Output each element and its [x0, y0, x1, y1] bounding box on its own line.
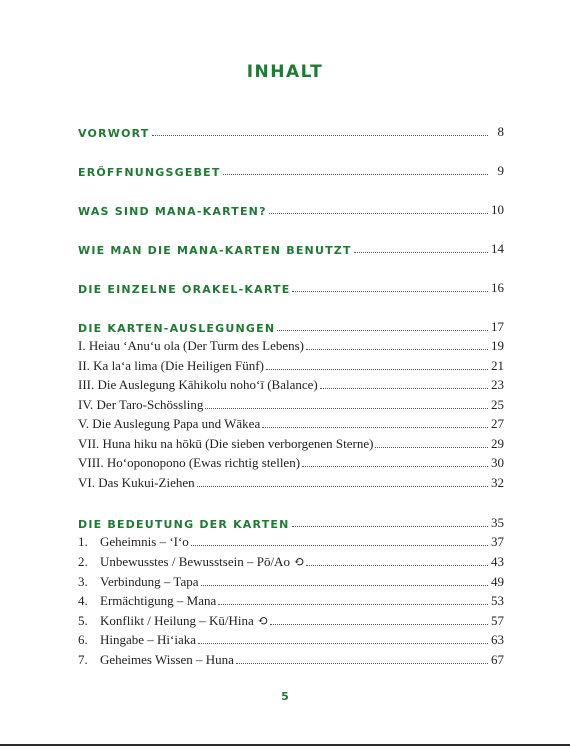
toc-entry-wie-man-benutzt[interactable]	[78, 239, 504, 257]
card-title: Konflikt / Heilung – Kū/Hina ⟲	[100, 613, 268, 628]
toc-subentry-ka-laa-lima[interactable]	[78, 356, 504, 374]
toc-subentry-hooponopono[interactable]	[78, 453, 504, 471]
toc-entry-einzelne-orakel-karte[interactable]	[78, 278, 504, 296]
toc-card-entry-4[interactable]	[78, 591, 504, 609]
dot-leader	[191, 539, 488, 546]
card-title: Geheimes Wissen – Huna	[100, 652, 234, 667]
card-title: Hingabe – Hiʻiaka	[100, 632, 197, 647]
toc-entry-title: WIE MAN DIE MANA-KARTEN BENUTZT	[78, 244, 352, 257]
toc-subentry-heiau[interactable]	[78, 336, 504, 354]
toc-entry-title: VI. Das Kukui-Ziehen	[78, 475, 195, 490]
toc-entry-title	[78, 632, 196, 648]
dot-leader	[269, 207, 488, 214]
dot-leader	[197, 480, 488, 487]
toc-entry-title: VIII. Hoʻoponopono (Ewas richtig stellen)	[78, 455, 301, 470]
toc-page-number: 19	[491, 338, 504, 353]
toc-page-number: 43	[491, 554, 504, 569]
toc-entry-title: V. Die Auslegung Papa und Wākea	[78, 416, 261, 431]
toc-page-number: 10	[491, 202, 504, 217]
toc-page-number: 21	[491, 358, 504, 373]
card-number: 6.	[78, 632, 88, 647]
toc-subentry-papa-wakea[interactable]	[78, 414, 504, 432]
dot-leader	[198, 637, 488, 644]
toc-page-number: 16	[491, 280, 504, 295]
page-number: 5	[281, 690, 289, 703]
dot-leader	[205, 402, 488, 409]
dot-leader	[354, 246, 488, 253]
toc-page-number: 57	[491, 613, 504, 628]
toc-entry-karten-auslegungen[interactable]	[78, 317, 504, 335]
toc-entry-title	[78, 574, 199, 590]
toc-entry-title: WAS SIND MANA-KARTEN?	[78, 205, 267, 218]
toc-entry-vorwort[interactable]	[78, 122, 504, 140]
dot-leader	[218, 598, 488, 605]
toc-entry-title	[78, 554, 304, 570]
dot-leader	[236, 657, 488, 664]
toc-entry-title: DIE EINZELNE ORAKEL-KARTE	[78, 283, 291, 296]
dot-leader	[266, 363, 488, 370]
dot-leader	[320, 382, 488, 389]
card-number: 1.	[78, 534, 88, 549]
toc-page-number: 49	[491, 574, 504, 589]
toc-page-number: 23	[491, 377, 504, 392]
toc-card-entry-7[interactable]	[78, 650, 504, 668]
toc-page-number: 67	[491, 652, 504, 667]
toc-page-number: 25	[491, 397, 504, 412]
bottom-rule	[0, 744, 570, 746]
dot-leader	[223, 168, 488, 175]
toc-card-entry-1[interactable]	[78, 532, 504, 550]
card-title: Unbewusstes / Bewusstsein – Pō/Ao ⟲	[100, 554, 305, 569]
toc-entry-title: III. Die Auslegung Kāhikolu nohoʻī (Balance)	[78, 377, 318, 392]
dot-leader	[292, 285, 488, 292]
toc-card-entry-6[interactable]	[78, 630, 504, 648]
toc-subentry-taro[interactable]	[78, 395, 504, 413]
dot-leader	[152, 129, 488, 136]
dot-leader	[292, 520, 488, 527]
toc-entry-title: DIE BEDEUTUNG DER KARTEN	[78, 518, 290, 531]
toc-subentry-kahikolu[interactable]	[78, 375, 504, 393]
card-title: Geheimnis – ʻIʻo	[100, 534, 189, 549]
toc-card-entry-5[interactable]	[78, 611, 504, 629]
toc-page-number: 53	[491, 593, 504, 608]
card-number: 7.	[78, 652, 88, 667]
toc-entry-title	[78, 534, 189, 550]
toc-entry-title: VII. Huna hiku na hōkū (Die sieben verborgenen Sterne)	[78, 436, 374, 451]
toc-entry-title	[78, 613, 268, 629]
toc-subentry-huna-hiku[interactable]	[78, 434, 504, 452]
dot-leader	[201, 579, 489, 586]
toc-card-entry-2[interactable]	[78, 552, 504, 570]
toc-entry-title: VORWORT	[78, 127, 150, 140]
toc-entry-title: I. Heiau ʻAnuʻu ola (Der Turm des Lebens)	[78, 338, 305, 353]
dot-leader	[277, 324, 488, 331]
toc-page-number: 30	[491, 455, 504, 470]
dot-leader	[375, 441, 488, 448]
toc-page-number: 32	[491, 475, 504, 490]
toc-entry-eroeffnungsgebet[interactable]	[78, 161, 504, 179]
toc-subentry-kukui[interactable]	[78, 473, 504, 491]
toc-entry-title	[78, 652, 234, 668]
toc-entry-title: II. Ka laʻa lima (Die Heiligen Fünf)	[78, 358, 264, 373]
toc-page-number: 37	[491, 534, 504, 549]
toc-page-number: 35	[491, 515, 504, 530]
toc-page-number: 27	[491, 416, 504, 431]
toc-page-number: 9	[497, 163, 504, 178]
toc-entry-bedeutung-der-karten[interactable]	[78, 513, 504, 531]
toc-entry-title: IV. Der Taro-Schössling	[78, 397, 204, 412]
dot-leader	[302, 460, 488, 467]
toc-entry-was-sind-mana-karten[interactable]	[78, 200, 504, 218]
toc-entry-title: DIE KARTEN-AUSLEGUNGEN	[78, 322, 276, 335]
toc-page-number: 8	[497, 124, 504, 139]
card-title: Ermächtigung – Mana	[100, 593, 217, 608]
toc-page-number: 63	[491, 632, 504, 647]
card-number: 2.	[78, 554, 88, 569]
toc-page-number: 29	[491, 436, 504, 451]
dot-leader	[270, 618, 488, 625]
toc-entry-title	[78, 593, 216, 609]
page-title: INHALT	[246, 62, 324, 82]
toc-page-number: 14	[491, 241, 504, 256]
card-title: Verbindung – Tapa	[100, 574, 199, 589]
dot-leader	[306, 559, 488, 566]
card-number: 3.	[78, 574, 88, 589]
toc-entry-title: ERÖFFNUNGSGEBET	[78, 166, 221, 179]
card-number: 4.	[78, 593, 88, 608]
toc-card-entry-3[interactable]	[78, 572, 504, 590]
dot-leader	[306, 343, 488, 350]
card-number: 5.	[78, 613, 88, 628]
dot-leader	[262, 421, 488, 428]
toc-page-number: 17	[491, 319, 504, 334]
